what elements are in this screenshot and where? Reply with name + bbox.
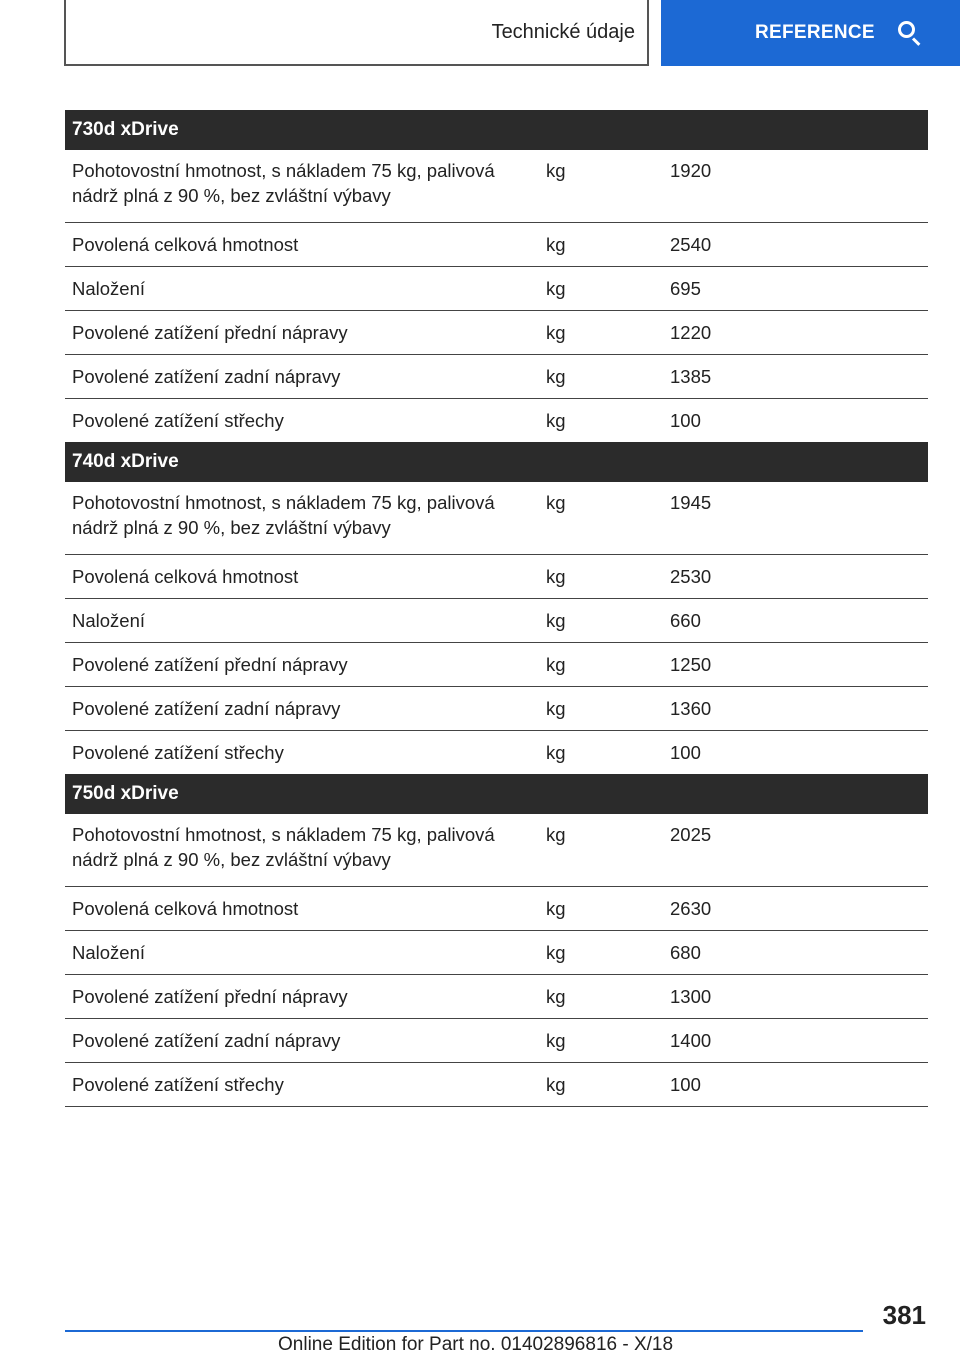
row-value: 2530 xyxy=(670,566,712,587)
row-unit: kg xyxy=(546,366,566,387)
spec-table-750d xyxy=(65,774,928,1107)
page-number: 381 xyxy=(882,1300,926,1330)
table-title: 730d xDrive xyxy=(65,110,928,150)
row-label: Povolené zatížení zadní nápravy xyxy=(72,698,341,719)
table-row xyxy=(65,482,928,555)
table-row xyxy=(65,731,928,775)
row-value: 100 xyxy=(670,742,701,763)
spec-table-740d xyxy=(65,442,928,775)
table-title: 740d xDrive xyxy=(65,442,928,482)
row-label: Pohotovostní hmotnost, s nákladem 75 kg, palivová nádrž plná z 90 %, bez zvláštní výbavy xyxy=(72,824,495,870)
row-value: 2630 xyxy=(670,898,712,919)
row-label: Povolené zatížení přední nápravy xyxy=(72,986,348,1007)
row-value: 2540 xyxy=(670,234,712,255)
table-row xyxy=(65,599,928,643)
row-unit: kg xyxy=(546,234,566,255)
section-title: Technické údaje xyxy=(491,20,635,43)
row-unit: kg xyxy=(546,610,566,631)
row-label: Povolené zatížení střechy xyxy=(72,742,284,763)
row-label: Naložení xyxy=(72,278,146,299)
row-label: Povolená celková hmotnost xyxy=(72,566,299,587)
row-unit: kg xyxy=(546,492,566,513)
table-row xyxy=(65,267,928,311)
row-unit: kg xyxy=(546,160,566,181)
row-value: 1250 xyxy=(670,654,712,675)
row-label: Naložení xyxy=(72,610,146,631)
row-label: Povolené zatížení zadní nápravy xyxy=(72,366,341,387)
row-unit: kg xyxy=(546,566,566,587)
row-label: Naložení xyxy=(72,942,146,963)
row-unit: kg xyxy=(546,322,566,343)
row-value: 680 xyxy=(670,942,701,963)
row-label: Povolená celková hmotnost xyxy=(72,234,299,255)
table-row xyxy=(65,814,928,887)
table-row xyxy=(65,555,928,599)
reference-label: REFERENCE xyxy=(755,22,875,43)
spec-table-730d xyxy=(65,110,928,443)
row-value: 100 xyxy=(670,1074,701,1095)
row-value: 1385 xyxy=(670,366,712,387)
row-unit: kg xyxy=(546,1030,566,1051)
row-value: 1300 xyxy=(670,986,712,1007)
row-value: 1400 xyxy=(670,1030,712,1051)
row-unit: kg xyxy=(546,278,566,299)
table-row xyxy=(65,975,928,1019)
row-label: Povolená celková hmotnost xyxy=(72,898,299,919)
row-value: 1360 xyxy=(670,698,712,719)
row-unit: kg xyxy=(546,1074,566,1095)
row-value: 2025 xyxy=(670,824,712,845)
row-value: 695 xyxy=(670,278,701,299)
section-header xyxy=(64,0,649,66)
row-label: Povolené zatížení zadní nápravy xyxy=(72,1030,341,1051)
row-unit: kg xyxy=(546,986,566,1007)
table-row xyxy=(65,223,928,267)
table-row xyxy=(65,399,928,443)
row-value: 1920 xyxy=(670,160,712,181)
row-label: Pohotovostní hmotnost, s nákladem 75 kg, palivová nádrž plná z 90 %, bez zvláštní výbavy xyxy=(72,492,495,538)
row-unit: kg xyxy=(546,898,566,919)
table-row xyxy=(65,887,928,931)
table-row xyxy=(65,643,928,687)
table-row xyxy=(65,355,928,399)
row-unit: kg xyxy=(546,742,566,763)
row-label: Pohotovostní hmotnost, s nákladem 75 kg, palivová nádrž plná z 90 %, bez zvláštní výbavy xyxy=(72,160,495,206)
row-value: 1945 xyxy=(670,492,712,513)
row-unit: kg xyxy=(546,654,566,675)
table-title: 750d xDrive xyxy=(65,774,928,814)
table-row xyxy=(65,931,928,975)
search-icon[interactable] xyxy=(897,20,923,46)
row-unit: kg xyxy=(546,824,566,845)
footer-edition: Online Edition for Part no. 01402896816 - X/18 xyxy=(278,1334,674,1355)
reference-button[interactable] xyxy=(661,0,960,66)
row-label: Povolené zatížení přední nápravy xyxy=(72,322,348,343)
table-row xyxy=(65,311,928,355)
table-row xyxy=(65,1019,928,1063)
footer-divider xyxy=(65,1330,863,1332)
row-value: 1220 xyxy=(670,322,712,343)
row-label: Povolené zatížení střechy xyxy=(72,410,284,431)
table-row xyxy=(65,687,928,731)
row-unit: kg xyxy=(546,942,566,963)
table-row xyxy=(65,150,928,223)
row-label: Povolené zatížení přední nápravy xyxy=(72,654,348,675)
row-label: Povolené zatížení střechy xyxy=(72,1074,284,1095)
row-value: 100 xyxy=(670,410,701,431)
row-unit: kg xyxy=(546,698,566,719)
row-unit: kg xyxy=(546,410,566,431)
table-row xyxy=(65,1063,928,1107)
row-value: 660 xyxy=(670,610,701,631)
